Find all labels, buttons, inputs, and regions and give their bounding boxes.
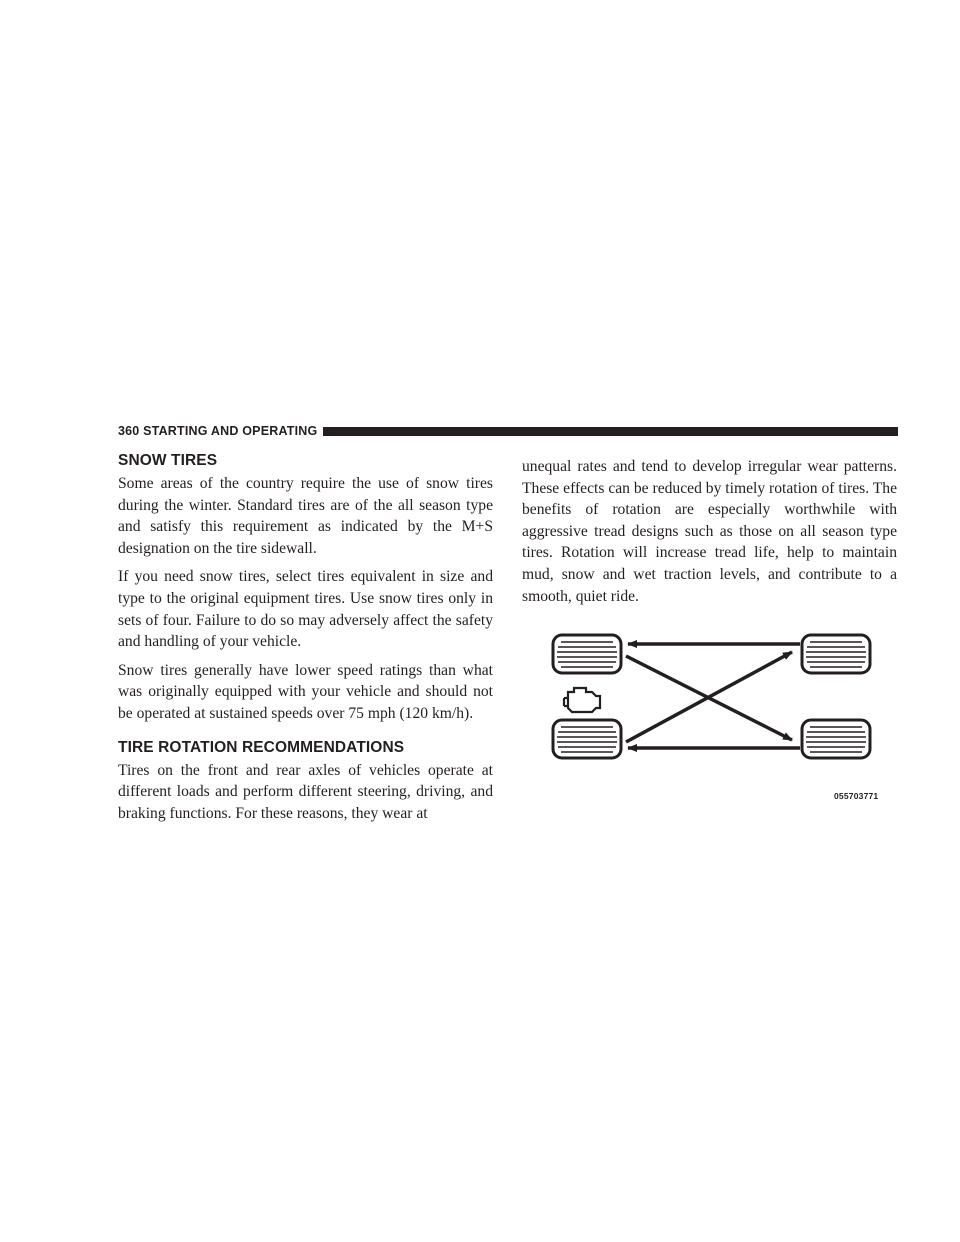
rotation-paragraph-continued: unequal rates and tend to develop irregular wear patterns. These effects can be reduced by timely rotation of tires. The benefits of rotation are especially worthwhile with aggressive tread designs such as those on all season type tires. Rotation will increase tread life, help to maintain mud, snow and wet traction levels, and contribute to a smooth, quiet ride. [522, 458, 897, 605]
right-column [522, 456, 897, 607]
snow-tires-heading: SNOW TIRES [118, 452, 218, 469]
front-right-tire-icon [802, 635, 870, 673]
figure-code: 055703771 [834, 791, 879, 801]
tire-rotation-heading: TIRE ROTATION RECOMMENDATIONS [118, 738, 405, 756]
page-header [118, 424, 898, 438]
rotation-arrows [626, 644, 800, 748]
snow-paragraph-3: Snow tires generally have lower speed ratings than what was originally equipped with your vehicle and should not be operated at sustained speeds over 75 mph (120 km/h). [118, 661, 493, 722]
rear-right-tire-icon [802, 720, 870, 758]
snow-paragraph-1: Some areas of the country require the use of snow tires during the winter. Standard tires are of the all season type and satisfy this requirement as indicated by the M+S designation on the tire sidewall. [118, 475, 493, 557]
tire-rotation-diagram [546, 626, 898, 806]
rotation-paragraph-1: Tires on the front and rear axles of vehicles operate at different loads and perform different steering, driving, and braking functions. For these reasons, they wear at [118, 761, 493, 822]
engine-icon [564, 688, 600, 712]
left-column [118, 452, 493, 831]
rear-left-tire-icon [553, 720, 621, 758]
front-left-tire-icon [553, 635, 621, 673]
snow-paragraph-2: If you need snow tires, select tires equivalent in size and type to the original equipment tires. Use snow tires only in sets of four. Failure to do so may adversely affect the safety and handling of your vehicle. [118, 568, 493, 651]
header-rule [323, 427, 898, 436]
page-number-section: 360 STARTING AND OPERATING [118, 424, 318, 438]
